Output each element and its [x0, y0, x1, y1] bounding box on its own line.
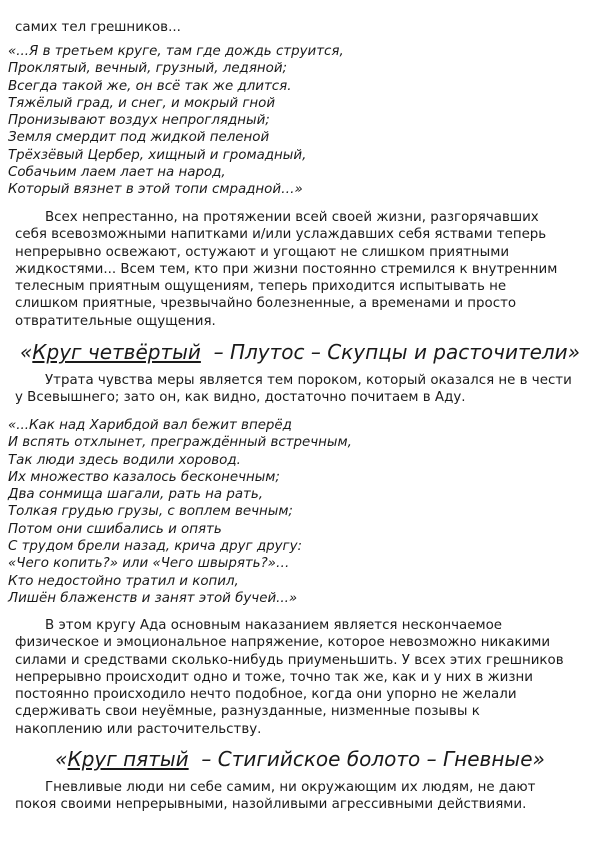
poem-line: Кто недостойно тратил и копил, — [8, 573, 239, 589]
section-heading-fifth-circle — [0, 747, 600, 771]
poem-quote-fourth-circle — [0, 417, 600, 607]
paragraph-fourth-intro — [0, 372, 600, 407]
text-line: непрерывно происходит одно и тоже, точно так же, как и у них в жизни — [15, 669, 533, 685]
text-line: слишком приятные, чрезвычайно болезненные, а временами и просто — [15, 296, 517, 312]
section-heading-fourth-circle — [0, 340, 600, 364]
poem-line: Их множество казалось бесконечным; — [8, 469, 280, 485]
text-line: самих тел грешников... — [15, 20, 181, 35]
heading-quote-open: « — [55, 747, 68, 771]
poem-line: «...Как над Харибдой вал бежит вперёд — [8, 418, 292, 433]
text-line: Гневливые люди ни себе самим, ни окружающим их людям, не дают — [45, 780, 536, 795]
text-line: Всех непрестанно, на протяжении всей своей жизни, разгорячавших — [45, 210, 539, 225]
poem-line: «Чего копить?» или «Чего швырять?»… — [8, 556, 290, 572]
poem-line: Проклятый, вечный, грузный, ледяной; — [8, 61, 288, 77]
paragraph-fifth-circle — [0, 779, 600, 814]
intro-text — [0, 19, 600, 36]
poem-line: И вспять отхлынет, преграждённый встречным, — [8, 435, 352, 451]
heading-title-link: Круг пятый — [67, 747, 189, 771]
poem-line: Всегда такой же, он всё так же длится. — [8, 78, 292, 94]
poem-line: Так люди здесь водили хоровод. — [8, 452, 241, 468]
poem-line: Собачьим лаем лает на народ, — [8, 165, 226, 181]
text-line: себя всевозможными напитками и/или услаждавших себя яствами теперь — [15, 227, 547, 243]
paragraph-fourth-circle — [0, 617, 600, 738]
text-line: телесным приятным ощущениям, теперь приходится испытывать не — [15, 279, 507, 295]
text-line: силами и средствами сколько-нибудь приуменьшить. У всех этих грешников — [15, 652, 564, 668]
text-line: отвратительные ощущения. — [15, 313, 216, 329]
poem-line: Толкая грудью грузы, с воплем вечным; — [8, 504, 293, 520]
poem-line: Потом они сшибались и опять — [8, 521, 222, 537]
poem-line: Который вязнет в этой топи смрадной…» — [8, 182, 303, 198]
poem-line: Земля смердит под жидкой пеленой — [8, 130, 270, 146]
poem-line: С трудом брели назад, крича друг другу: — [8, 539, 303, 555]
poem-line: Пронизывают воздух непроглядный; — [8, 113, 270, 129]
text-line: покоя своими непрерывными, назойливыми агрессивными действиями. — [15, 797, 527, 813]
poem-line: Два сонмища шагали, рать на рать, — [8, 487, 264, 503]
text-line: непрерывно освежают, остужают и угощают не слишком приятными — [15, 244, 510, 260]
heading-quote-open: « — [19, 340, 33, 364]
poem-line: «...Я в третьем круге, там где дождь струится, — [8, 44, 344, 59]
text-line: физическое и эмоциональное напряжение, которое невозможно никакими — [15, 635, 551, 651]
text-line: жидкостями... Всем тем, кто при жизни постоянно стремился к внутренним — [15, 261, 558, 277]
heading-title-link: Круг четвёртый — [32, 340, 201, 364]
poem-line: Лишён блаженств и занят этой бучей...» — [8, 590, 298, 606]
poem-line: Тяжёлый град, и снег, и мокрый гной — [8, 95, 276, 111]
text-line: Утрата чувства меры является тем пороком, который оказался не в чести — [45, 373, 572, 388]
text-line: В этом кругу Ада основным наказанием является нескончаемое — [45, 618, 503, 633]
heading-subtitle: – Плутос – Скупцы и расточители» — [200, 340, 581, 364]
poem-quote-third-circle — [0, 43, 600, 199]
text-line: постоянно происходило нечто подобное, когда они упорно не желали — [15, 687, 517, 703]
text-line: у Всевышнего; зато он, как видно, достаточно почитаем в Аду. — [15, 390, 466, 406]
paragraph-third-circle — [0, 209, 600, 330]
text-line: сдерживать свои неуёмные, разнузданные, низменные позывы к — [15, 704, 480, 720]
heading-subtitle: – Стигийское болото – Гневные» — [188, 747, 545, 771]
text-line: накоплению или расточительству. — [15, 721, 262, 737]
poem-line: Трёхзёвый Цербер, хищный и громадный, — [8, 147, 307, 163]
